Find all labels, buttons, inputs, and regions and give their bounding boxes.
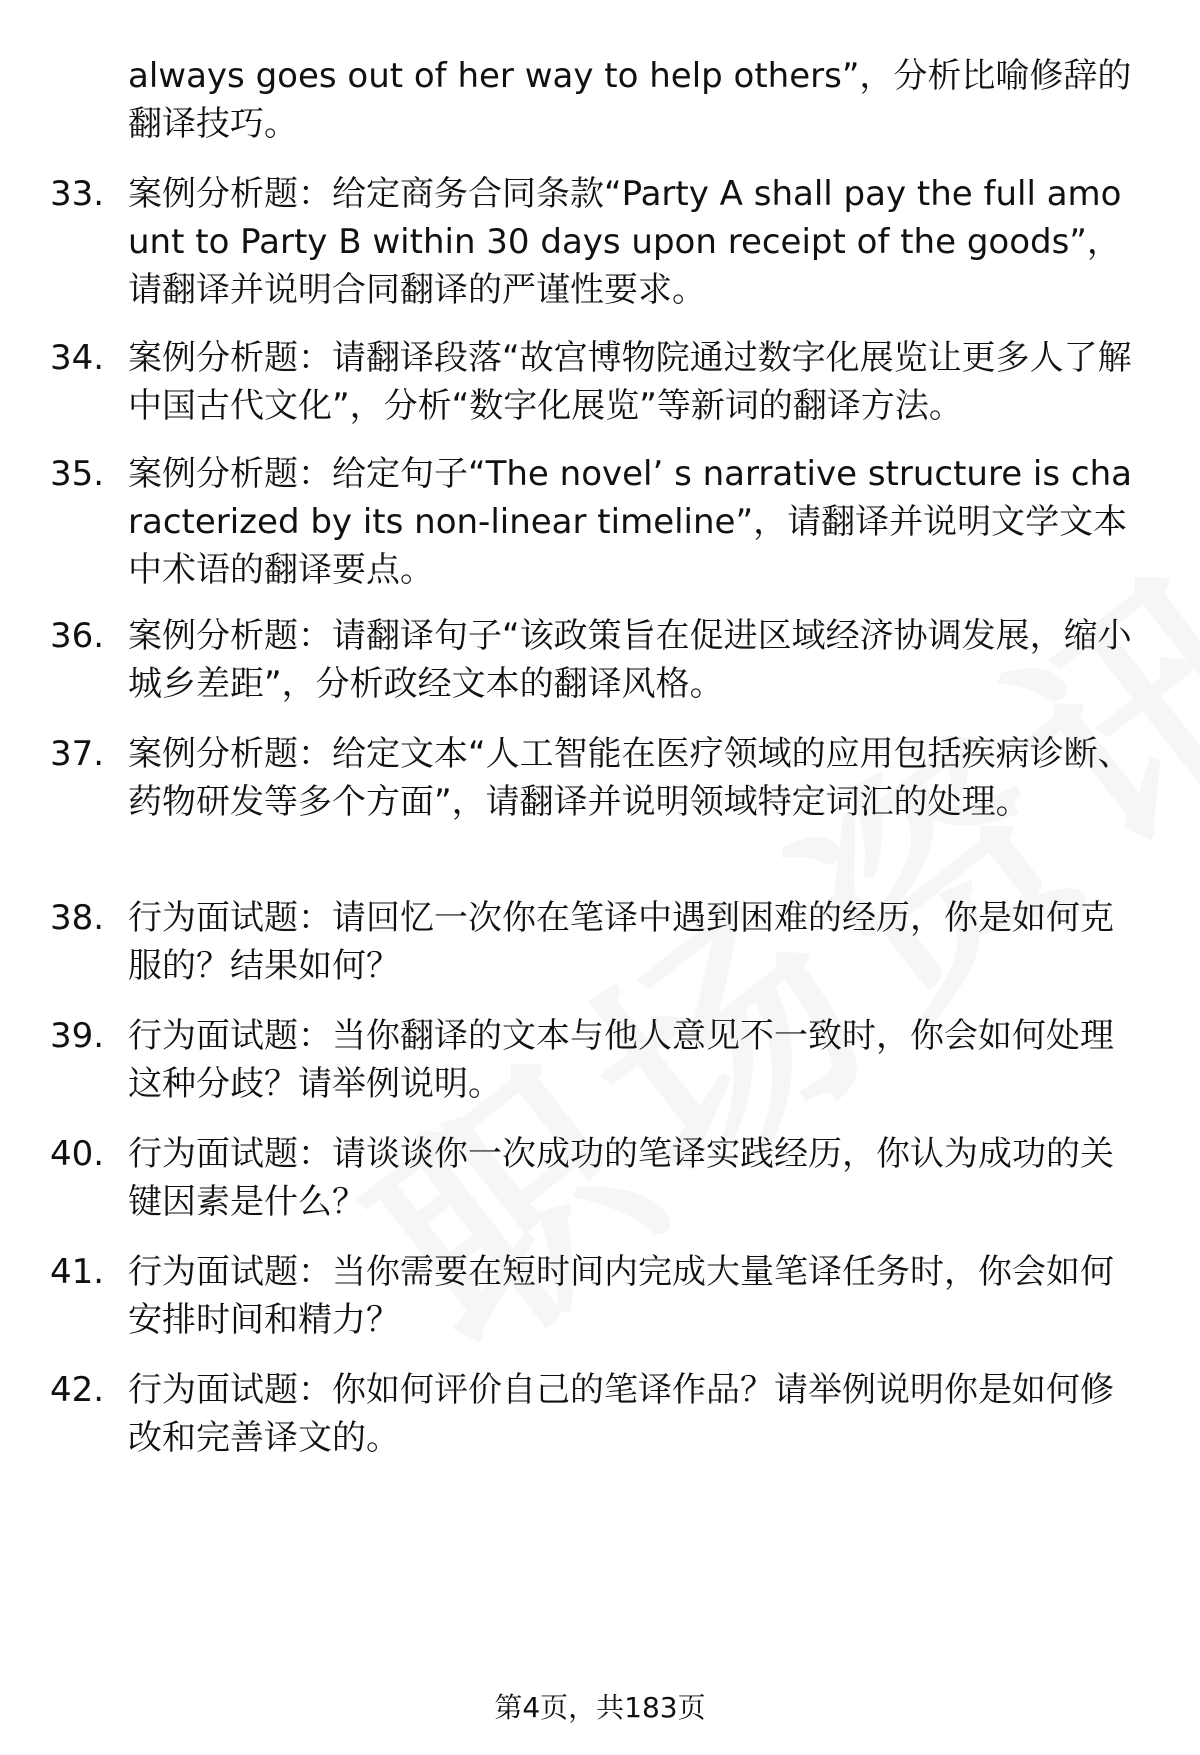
- question-number: 36.: [50, 616, 105, 656]
- question-text: 案例分析题：给定文本“人工智能在医疗领域的应用包括疾病诊断、药物研发等多个方面”，请翻译并说明领域特定词汇的处理。: [128, 734, 1132, 822]
- question-text: 行为面试题：请谈谈你一次成功的笔译实践经历，你认为成功的关键因素是什么？: [128, 1134, 1114, 1222]
- question-text: 案例分析题：给定商务合同条款“Party A shall pay the full amount to Party B within 30 days upon receipt of the goods”，请翻译并说明合同翻译的严谨性要求。: [128, 174, 1122, 310]
- question-number: 37.: [50, 734, 105, 774]
- question-text: 行为面试题：当你翻译的文本与他人意见不一致时，你会如何处理这种分歧？请举例说明。: [128, 1016, 1114, 1104]
- question-number: 33.: [50, 174, 105, 214]
- question-number: 40.: [50, 1134, 105, 1174]
- question-number: 41.: [50, 1252, 105, 1292]
- page-footer: 第4页，共183页: [494, 1691, 706, 1724]
- question-text: 案例分析题：请翻译段落“故宫博物院通过数字化展览让更多人了解中国古代文化”，分析“数字化展览”等新词的翻译方法。: [128, 338, 1132, 426]
- question-number: 38.: [50, 898, 105, 938]
- question-text: 案例分析题：给定句子“The novel’ s narrative structure is characterized by its non-linear timeline”，请翻译并说明文学文本中术语的翻译要点。: [128, 454, 1132, 590]
- question-text: 行为面试题：当你需要在短时间内完成大量笔译任务时，你会如何安排时间和精力？: [128, 1252, 1114, 1340]
- continuation-text: always goes out of her way to help others”，分析比喻修辞的翻译技巧。: [128, 56, 1132, 144]
- question-text: 行为面试题：你如何评价自己的笔译作品？请举例说明你是如何修改和完善译文的。: [128, 1370, 1114, 1458]
- question-number: 39.: [50, 1016, 105, 1056]
- question-text: 行为面试题：请回忆一次你在笔译中遇到困难的经历，你是如何克服的？结果如何？: [128, 898, 1114, 986]
- question-number: 35.: [50, 454, 105, 494]
- question-number: 42.: [50, 1370, 105, 1410]
- question-number: 34.: [50, 338, 105, 378]
- question-text: 案例分析题：请翻译句子“该政策旨在促进区域经济协调发展，缩小城乡差距”，分析政经文本的翻译风格。: [128, 616, 1132, 704]
